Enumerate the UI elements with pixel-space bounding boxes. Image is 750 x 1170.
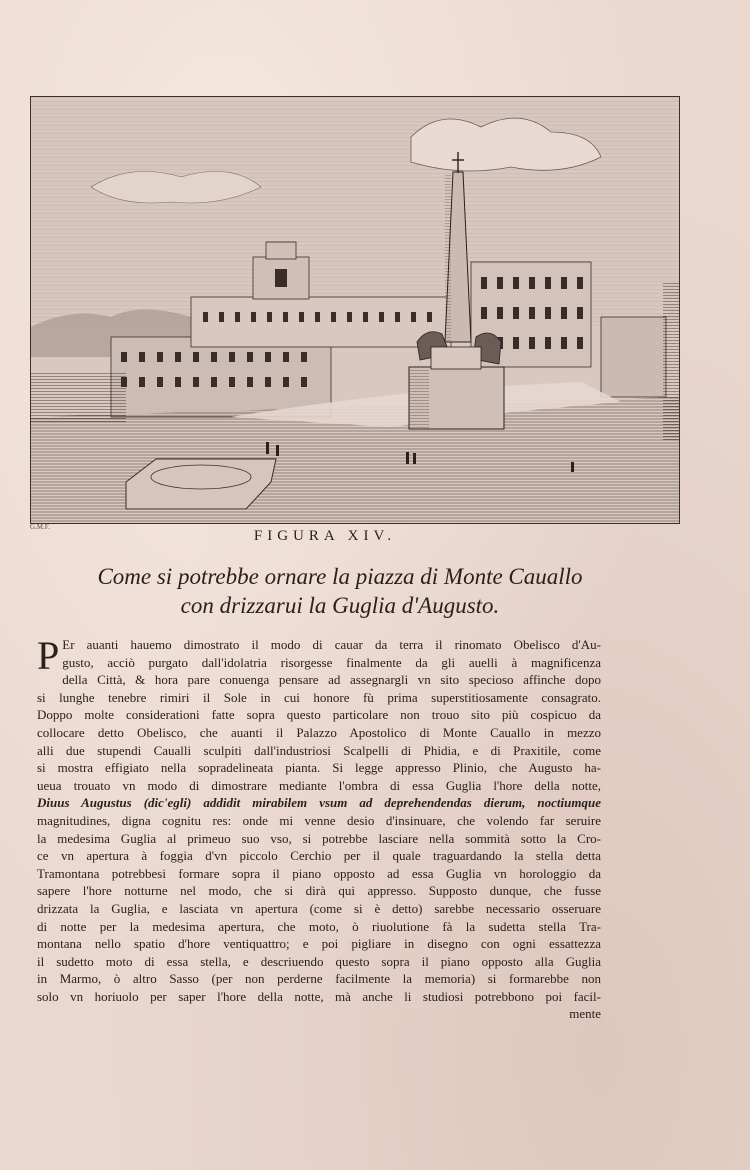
text-line: montana nello spatio d'hore ventiquattro; e poi pigliare in disegno con ogni essattezza [37,936,601,952]
body-text [37,633,601,1023]
text-line: ce vn apertura à foggia d'vn piccolo Cerchio per il quale traguardando la stella detta [37,848,601,864]
chapter-heading [40,562,640,620]
text-line: magnitudines, digna cognitu res: onde mi venne desio d'insinuare, che volendo far seruire [37,812,601,828]
text-line: gusto, acciò purgato dall'idolatria risorgesse finalmente da gli auelli à magnificenza [62,654,601,670]
text-line: di notte per la medesima apertura, che moto, ò riuolutione fà la sudetta stella Tra- [37,918,601,934]
heading-line: con drizzarui la Guglia d'Augusto. [180,593,500,618]
text-line: drizzata la Guglia, e lasciata vn apertura (come si è detto) sarebbe necessario osseruare [37,900,601,916]
text-line: la medesima Guglia al primeuo suo vso, si potrebbe lasciare nella sommità sotto la Cro- [37,830,601,846]
text-line: ueua trouato vn modo di dimostrare mediante l'ombra di essa Guglia l'hore della notte, [37,777,601,793]
text-line: alli due stupendi Caualli sculpiti dall'industriosi Scalpelli di Phidia, e di Praxitile, come [37,742,601,758]
engraving-svg [31,97,679,523]
text-line: sapere l'hore notturne nel modo, che si dirà qui appresso. Supposto dunque, che fusse [37,883,601,899]
text-line: Tramontana potrebbesi formare sopra il piano opposto ad essa Guglia vn horologgio da [37,865,601,881]
text-line: collocare detto Obelisco, che auanti il Palazzo Apostolico di Monte Cauallo in mezzo [37,724,601,740]
engraver-signature: G.M.F. [30,523,50,531]
text-line: Er auanti hauemo dimostrato il modo di cauar da terra il rinomato Obelisco d'Au- [62,637,601,652]
text-line: solo vn horiuolo per saper l'hore della notte, mà anche li studiosi potrebbono poi facil- [37,988,601,1004]
heading-line: Come si potrebbe ornare la piazza di Monte Cauallo [97,564,583,589]
building [601,317,666,397]
building [31,372,126,422]
text-line: il sudetto moto di essa stella, e descriuendo questo sopra il piano opposto alla Guglia [37,953,601,969]
text-line: si lunghe tenebre rimiri il Sole in cui honore fù prima superstitiosamente consagrato. [37,689,601,705]
figure-caption: FIGURA XIV. [253,528,397,544]
text-line-italic: Diuus Augustus (dic'egli) addidit mirabilem vsum ad deprehendendas dierum, noctiumque [37,795,601,811]
dropcap: P [37,633,60,678]
sundial-plan [126,459,276,509]
catchword: mente [569,1006,601,1022]
text-line: in Marmo, ò altro Sasso (per non perderne facilmente la memoria) si formarebbe non [37,971,601,987]
engraving-illustration [30,96,680,524]
text-line: si mostra effigiato nella sopradelineata pianta. Si legge appresso Plinio, che Augusto ha- [37,760,601,776]
text-line: Doppo molte considerationi fatte sopra questo particolare non trouo sito più cospicuo da [37,707,601,723]
text-line: della Città, & hora pare conuenga pensare ad assegnargli vn sito specioso affinche dopo [62,672,601,688]
